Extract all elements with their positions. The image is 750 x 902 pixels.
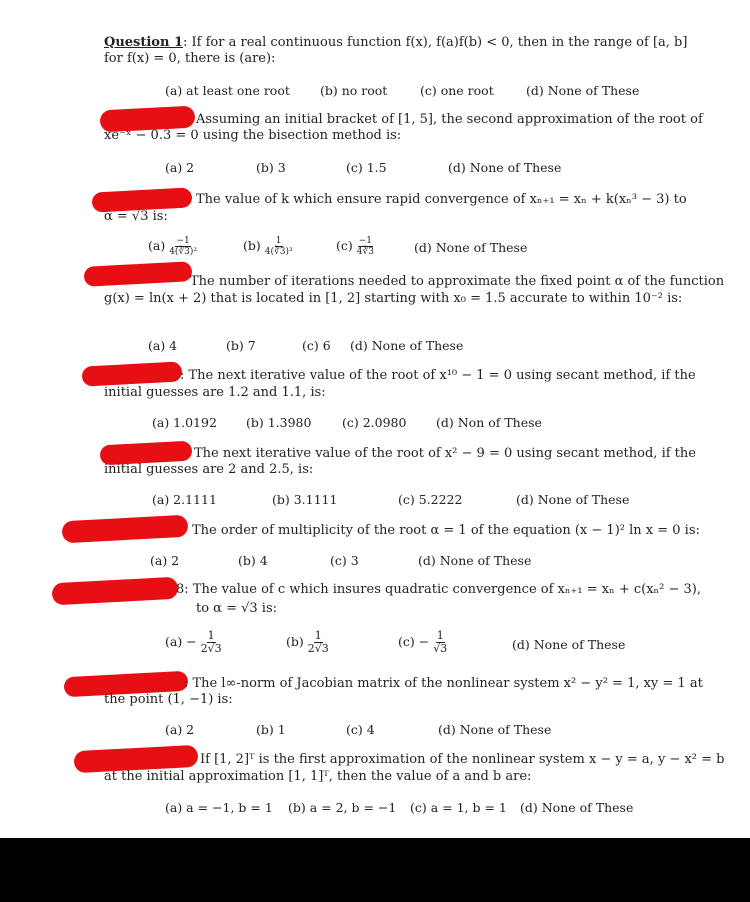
q8-option-a-fraction (201, 630, 222, 655)
q9-option-d: (d) None of These (438, 722, 552, 737)
numerator: −1 (358, 236, 372, 246)
q1-option-a: (a) at least one root (165, 83, 290, 98)
question-2-text: Assuming an initial bracket of [1, 5], the second approximation of the root of (196, 112, 703, 127)
numerator: 1 (275, 236, 282, 246)
q7-option-a: (a) 2 (150, 553, 180, 568)
numerator: 1 (436, 629, 444, 642)
question-3-text-line2: α = √3 is: (104, 209, 168, 224)
numerator: −1 (176, 236, 190, 246)
q4-option-b: (b) 7 (226, 338, 256, 353)
question-7-text: The order of multiplicity of the root α = 1 of the equation (x − 1)² ln x = 0 is: (192, 523, 700, 538)
q4-option-d: (d) None of These (350, 338, 464, 353)
q8-option-b-label: (b) (286, 634, 304, 649)
question-9-text: : The l∞-norm of Jacobian matrix of the nonlinear system x² − y² = 1, xy = 1 at (184, 676, 703, 691)
question-1-label: Question 1 (104, 35, 184, 50)
q4-option-a: (a) 4 (148, 338, 178, 353)
q9-option-b: (b) 1 (256, 722, 286, 737)
question-8-text: 8: The value of c which insures quadratic convergence of xₙ₊₁ = xₙ + c(xₙ² − 3), (176, 582, 701, 597)
q7-option-d: (d) None of These (418, 553, 532, 568)
q5-option-b: (b) 1.3980 (246, 415, 312, 430)
q4-option-c: (c) 6 (302, 338, 331, 353)
redaction-mark (82, 361, 183, 386)
q7-option-b: (b) 4 (238, 553, 268, 568)
question-10-text: If [1, 2]ᵀ is the first approximation of the nonlinear system x − y = a, y − x² = b (200, 752, 725, 767)
question-1 (104, 35, 687, 51)
question-6-text-line2: initial guesses are 2 and 2.5, is: (104, 462, 314, 477)
question-9-text-line2: the point (1, −1) is: (104, 692, 233, 707)
q8-option-c-fraction (433, 630, 447, 655)
numerator: 1 (314, 629, 322, 642)
redaction-mark (62, 515, 189, 544)
q8-option-c-label: (c) − (398, 634, 430, 649)
q2-option-a: (a) 2 (165, 160, 195, 175)
q8-option-c (398, 630, 447, 655)
question-8-text-line2: to α = √3 is: (196, 601, 278, 616)
q9-option-a: (a) 2 (165, 722, 195, 737)
q3-option-c-label: (c) (336, 238, 353, 253)
q6-option-c: (c) 5.2222 (398, 492, 463, 507)
redaction-mark (52, 577, 179, 606)
q1-option-d: (d) None of These (526, 83, 640, 98)
q1-option-b: (b) no root (320, 83, 388, 98)
q10-option-b: (b) a = 2, b = −1 (288, 800, 397, 815)
q5-option-a: (a) 1.0192 (152, 415, 217, 430)
q8-option-a-label: (a) − (165, 634, 197, 649)
q3-option-a (148, 236, 197, 257)
q8-option-a (165, 630, 222, 655)
question-3-text: The value of k which ensure rapid convergence of xₙ₊₁ = xₙ + k(xₙ³ − 3) to (196, 192, 687, 207)
q6-option-d: (d) None of These (516, 492, 630, 507)
question-2-text-line2: xe⁻ˣ − 0.3 = 0 using the bisection method is: (104, 128, 402, 143)
q1-option-c: (c) one root (420, 83, 494, 98)
q2-option-c: (c) 1.5 (346, 160, 387, 175)
question-4-text-line2: g(x) = ln(x + 2) that is located in [1, 2] starting with x₀ = 1.5 accurate to within 10⁻² is: (104, 291, 683, 306)
q7-option-c: (c) 3 (330, 553, 359, 568)
denominator: √3 (433, 642, 448, 655)
q2-option-d: (d) None of These (448, 160, 562, 175)
q3-option-c (336, 236, 374, 257)
q6-option-b: (b) 3.1111 (272, 492, 338, 507)
denominator: 2√3 (200, 642, 222, 655)
q3-option-b (243, 236, 293, 257)
q9-option-c: (c) 4 (346, 722, 375, 737)
q8-option-b-fraction (308, 630, 329, 655)
q3-option-b-label: (b) (243, 238, 261, 253)
q8-option-d: (d) None of These (512, 637, 626, 652)
q5-option-c: (c) 2.0980 (342, 415, 407, 430)
q3-option-a-fraction (169, 236, 197, 257)
denominator: 4(∛3)³ (264, 247, 293, 257)
q5-option-d: (d) Non of These (436, 415, 542, 430)
q3-option-b-fraction (265, 236, 293, 257)
q3-option-c-fraction (357, 236, 374, 257)
q10-option-d: (d) None of These (520, 800, 634, 815)
q10-option-a: (a) a = −1, b = 1 (165, 800, 273, 815)
question-5-text: : The next iterative value of the root of x¹⁰ − 1 = 0 using secant method, if the (180, 368, 696, 383)
redaction-mark (84, 261, 193, 287)
question-1-text-line2: for f(x) = 0, there is (are): (104, 51, 276, 66)
question-10-text-line2: at the initial approximation [1, 1]ᵀ, then the value of a and b are: (104, 769, 532, 784)
denominator: 4(∛3)² (169, 247, 198, 257)
question-1-text: : If for a real continuous function f(x), f(a)f(b) < 0, then in the range of [a, b] (183, 35, 688, 50)
question-6-text: The next iterative value of the root of x² − 9 = 0 using secant method, if the (194, 446, 696, 461)
question-4-text: The number of iterations needed to approximate the fixed point α of the function (190, 274, 725, 289)
question-5-text-line2: initial guesses are 1.2 and 1.1, is: (104, 385, 326, 400)
numerator: 1 (207, 629, 215, 642)
denominator: 4∛3 (356, 247, 374, 257)
q8-option-b (286, 630, 329, 655)
denominator: 2√3 (307, 642, 329, 655)
q6-option-a: (a) 2.1111 (152, 492, 217, 507)
q3-option-a-label: (a) (148, 238, 166, 253)
q3-option-d: (d) None of These (414, 240, 528, 255)
q10-option-c: (c) a = 1, b = 1 (410, 800, 507, 815)
q2-option-b: (b) 3 (256, 160, 286, 175)
